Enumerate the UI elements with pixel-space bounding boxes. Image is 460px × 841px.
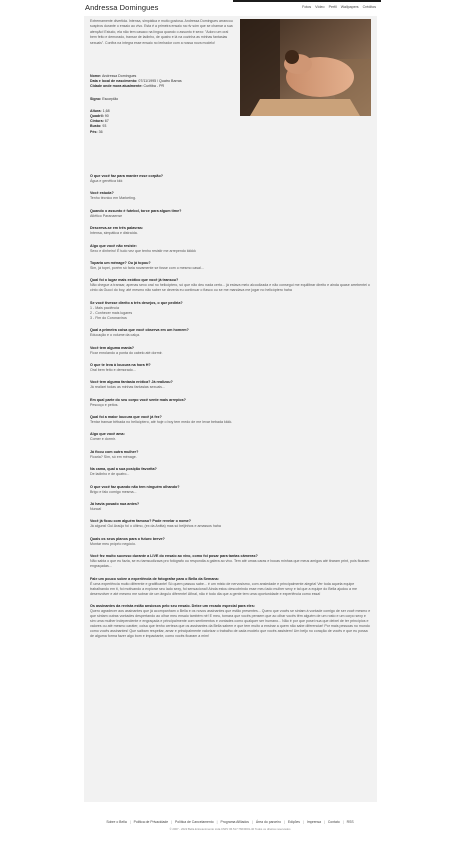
model-photo <box>240 19 371 116</box>
footer-link[interactable]: RSS <box>346 820 354 824</box>
interview-answer: 1 - Mais paciência 2 - Conhecer mais lugares 3 - Fim do Coronavírus <box>90 305 133 320</box>
interview-item <box>90 380 371 390</box>
interview-list <box>90 174 371 646</box>
interview-question: Qual foi o lugar mais exótico que você já transou? <box>90 278 179 283</box>
interview-question: Algo que você ama: <box>90 432 125 437</box>
interview-item <box>90 174 371 184</box>
interview-question: O que você faz para manter esse corpão? <box>90 174 163 178</box>
profile-bust: Busto: 93 <box>90 124 107 129</box>
interview-question: Qual foi a maior loucura que você já fez? <box>90 415 162 420</box>
top-dark-strip <box>233 0 381 2</box>
interview-item <box>90 226 371 236</box>
interview-question: Você fez muito sucesso durante a LIVE do ensaio ao vivo, como foi posar para tantas câmeras? <box>90 554 258 559</box>
interview-item <box>90 537 371 547</box>
profile-hip: Quadril: 90 <box>90 114 109 119</box>
interview-answer: Ficar enrolando a ponta do cabelo até dormir. <box>90 350 163 355</box>
interview-question: Se você tivesse direito a três desejos, o que pediria? <box>90 300 183 305</box>
footer-separator: | <box>216 820 218 824</box>
interview-answer: Comer e dormir. <box>90 437 116 442</box>
model-photo-illustration <box>240 19 371 116</box>
interview-item <box>90 432 371 442</box>
footer-separator: | <box>302 820 304 824</box>
footer-link[interactable]: Política de Privacidade <box>133 820 169 824</box>
interview-answer: Não sabia o que eu fazia, se eu tamsuolizava pro fotógrafo ou respondia a galera ao vivo. Tem até umas caras e bocas minhas que meus amigos até tiraram print, pois ficaram engraçadas... <box>90 559 370 569</box>
interview-question: Em qual parte do seu corpo você sente mais arrepios? <box>90 397 186 402</box>
footer-link[interactable]: Edições <box>287 820 300 824</box>
top-bar <box>0 0 460 14</box>
profile-birth: Data e local de nascimento: 07/11/1995 / Quatro Barras <box>90 79 182 84</box>
profile-height: Altura: 1,68 <box>90 108 110 113</box>
interview-answer: Já alguns! Gui Araújo foi o último, (ex da Anitta) mas só beijinhos e amassos haha <box>90 524 221 529</box>
interview-question: Você tem alguma fantasia erótica? Já realizou? <box>90 380 173 385</box>
interview-answer: Educação e o volume da calça. <box>90 333 140 338</box>
interview-question: Na cama, qual a sua posição favorita? <box>90 467 157 472</box>
interview-answer: Sim, já topei, porém só faria novamente se fosse com o mesmo casal... <box>90 265 204 270</box>
interview-item <box>90 502 371 512</box>
footer-separator: | <box>129 820 131 824</box>
interview-item <box>90 467 371 477</box>
interview-question: Você tem alguma mania? <box>90 345 134 350</box>
interview-question: Descreva-se em três palavras: <box>90 226 144 231</box>
nav-item-video[interactable]: Vídeo <box>315 5 325 9</box>
interview-item <box>90 604 371 639</box>
interview-answer: Quero agradecer aos assinantes que já acompanham o Bella e os novos assinantes que estão presentes... Quero que vocês se sintam à vontade comigo de ser você mesmo e que sintam outras vontades despertando ao olhar meu ensaio também né! E meu, tomara que vocês pensem que ao olhar vocês têm alguém de um rosto e um corpo sexy e sim uma mulher independente e engraçada e principalmente com sentimentos e vontades como qualquer ser humano... Não é por que posei nua que deixei de ter princípios e valores ou até mesmo caráter, coisa que tenho certeza que os assinantes da Bella sabem e que tem muito a ensinar a quem não sabe diferenciar! Por mais pessoas no mundo como vocês assinantes! Que saibam respeitar, amar e principalmente valorizar o trabalho de cada modelo que vocês assistem! Um beijo no coração de vocês e que eu possa de alguma forma fazer algo bom e impactante, como vocês ficaram a mim! <box>90 608 371 638</box>
interview-answer: Tenho técnico em Marketing. <box>90 196 136 201</box>
interview-question: Fale um pouco sobre a experiência de fotografar para o Bella da Semana: <box>90 576 219 581</box>
interview-question: Já ficou com outra mulher? <box>90 449 139 454</box>
footer-link[interactable]: Área do parceiro <box>255 820 281 824</box>
interview-answer: É uma experiência muito diferente e gratificante! Só quem passou sabe... é um misto de nervosismo, com ansiedade e principalmente alegria! Ver toda aquela equipe trabalhando em ti, foi motivando a explorar seu lado sexy, foi sensacional! Ainda estou descobrindo esse meu lado mulher sexy e tal que a equipe do Bella ajudou a me desenvolver e até mesmo me sobrar de um ângulo diferente! Afinal, não é todo dia que a gente tem uma oportunidade e experiência como essa! <box>90 581 358 596</box>
interview-answer: Água e genética kkk <box>90 179 123 183</box>
profile-waist: Cintura: 67 <box>90 119 109 124</box>
interview-question: O que te leva à loucura na hora H? <box>90 362 151 367</box>
footer <box>0 820 460 831</box>
interview-question: O que você faz quando não tem ninguém olhando? <box>90 484 180 489</box>
interview-item <box>90 577 371 597</box>
profile-city: Cidade onde mora atualmente: Curitiba - PR <box>90 84 165 89</box>
interview-question: Os assinantes da revista estão ansiosos pelo seu ensaio. Deixe um recado especial para eles: <box>90 603 255 608</box>
interview-item <box>90 191 371 201</box>
interview-item <box>90 301 371 321</box>
nav-item-creditos[interactable]: Créditos <box>362 5 376 9</box>
interview-item <box>90 346 371 356</box>
footer-link[interactable]: Imprensa <box>306 820 321 824</box>
main-nav <box>302 5 376 9</box>
footer-separator: | <box>342 820 344 824</box>
footer-separator: | <box>323 820 325 824</box>
profile-sign: Signo: Escorpião <box>90 96 119 101</box>
profile-feet: Pés: 36 <box>90 129 103 134</box>
footer-link[interactable]: Programa Afiliados <box>220 820 249 824</box>
interview-item <box>90 554 371 569</box>
footer-link[interactable]: Sobre o Bella <box>106 820 127 824</box>
profile-info <box>90 74 235 135</box>
copyright: © 2007 - 2022 Bella Entretenimento Ltda CNPJ 06.517.766/0001-40 Todos os direitos reservados <box>169 827 291 831</box>
site-title[interactable]: Andressa Domingues <box>85 3 159 12</box>
footer-links <box>0 820 460 824</box>
interview-item <box>90 450 371 460</box>
interview-item <box>90 485 371 495</box>
interview-item <box>90 209 371 219</box>
footer-separator: | <box>252 820 253 824</box>
interview-answer: Não chegue a transar, apenas sexo oral no helicóptero, só que não deu nada certo... já estava meio alcoolizada e não consegui me equilibrar direito e ainda quase arrebentei o cinto da Gucci do boy, até mesmo não saber se deveria eu continuar o fiasco ou se me mandava me jogar no helicóptero haha <box>90 283 370 293</box>
interview-item <box>90 415 371 425</box>
interview-answer: Brigo e falo comigo mesma... <box>90 489 137 494</box>
interview-item <box>90 328 371 338</box>
interview-item <box>90 363 371 373</box>
nav-item-wallpapers[interactable]: Wallpapers <box>340 5 359 9</box>
intro-text: Extremamente divertida. Intensa, simpática e muito gostosa. Andressa Domingues arrancou suspiros durante o ensaio ao vivo. Esta é a primeira ensaio na rlv sóm que se chamar a sua atenção! Estudo, ela não tem casaco na língua quando o assunto é sexo: "Adoro um oral bem feito e demorado, transar de ladinho, de quatro e lá na cozinha as minhas fantasias sexuais". Confira na íntegra esse ensaio no lenhador com a nossa nova modelo! <box>90 19 233 45</box>
interview-question: Algo que você não resiste: <box>90 243 137 248</box>
footer-link[interactable]: Política de Cancelamento <box>175 820 214 824</box>
interview-answer: De ladinho e de quatro... <box>90 472 130 477</box>
interview-answer: Tentar transar bêbada no helicóptero, até hoje o boy tem medo de me levar bebada kkkk. <box>90 420 233 425</box>
interview-answer: Ficaria? Sim, só em ménage. <box>90 454 137 459</box>
interview-answer: Sexo e dinheiro! É tudo vez que tenho resistir me arrependo kkkkk <box>90 248 196 253</box>
interview-answer: Oral bem feito e demorado... <box>90 367 136 372</box>
footer-link[interactable]: Contato <box>327 820 340 824</box>
interview-question: Toparia um ménage? Ou já topou? <box>90 260 151 265</box>
nav-item-perfil[interactable]: Perfil <box>328 5 337 9</box>
interview-item <box>90 244 371 254</box>
interview-question: Você já ficou com alguém famoso? Pode revelar o nome? <box>90 519 191 524</box>
footer-separator: | <box>283 820 285 824</box>
interview-item <box>90 519 371 529</box>
interview-answer: Já realizei todas as minhas fantasias sexuais... <box>90 385 165 390</box>
interview-item <box>90 398 371 408</box>
interview-answer: Pescoço e peitos. <box>90 402 119 407</box>
interview-answer: Nunca! <box>90 507 102 512</box>
interview-item <box>90 278 371 293</box>
profile-name: Nome: Andressa Domingues <box>90 74 137 78</box>
interview-question: Quando o assunto é futebol, torce para algum time? <box>90 208 182 213</box>
interview-question: Já havia posado nua antes? <box>90 502 140 507</box>
interview-question: Você estuda? <box>90 191 114 196</box>
interview-question: Quais os seus planos para o futuro breve? <box>90 536 165 541</box>
interview-answer: Montar meu próprio negócio. <box>90 541 136 546</box>
interview-question: Qual a primeira coisa que você observa em um homem? <box>90 328 189 333</box>
interview-answer: Atlético Paranaense <box>90 213 123 218</box>
content-container <box>84 16 377 802</box>
interview-item <box>90 261 371 271</box>
interview-answer: Intensa, simpática e distraída. <box>90 231 138 236</box>
nav-item-fotos[interactable]: Fotos <box>302 5 312 9</box>
footer-separator: | <box>171 820 172 824</box>
